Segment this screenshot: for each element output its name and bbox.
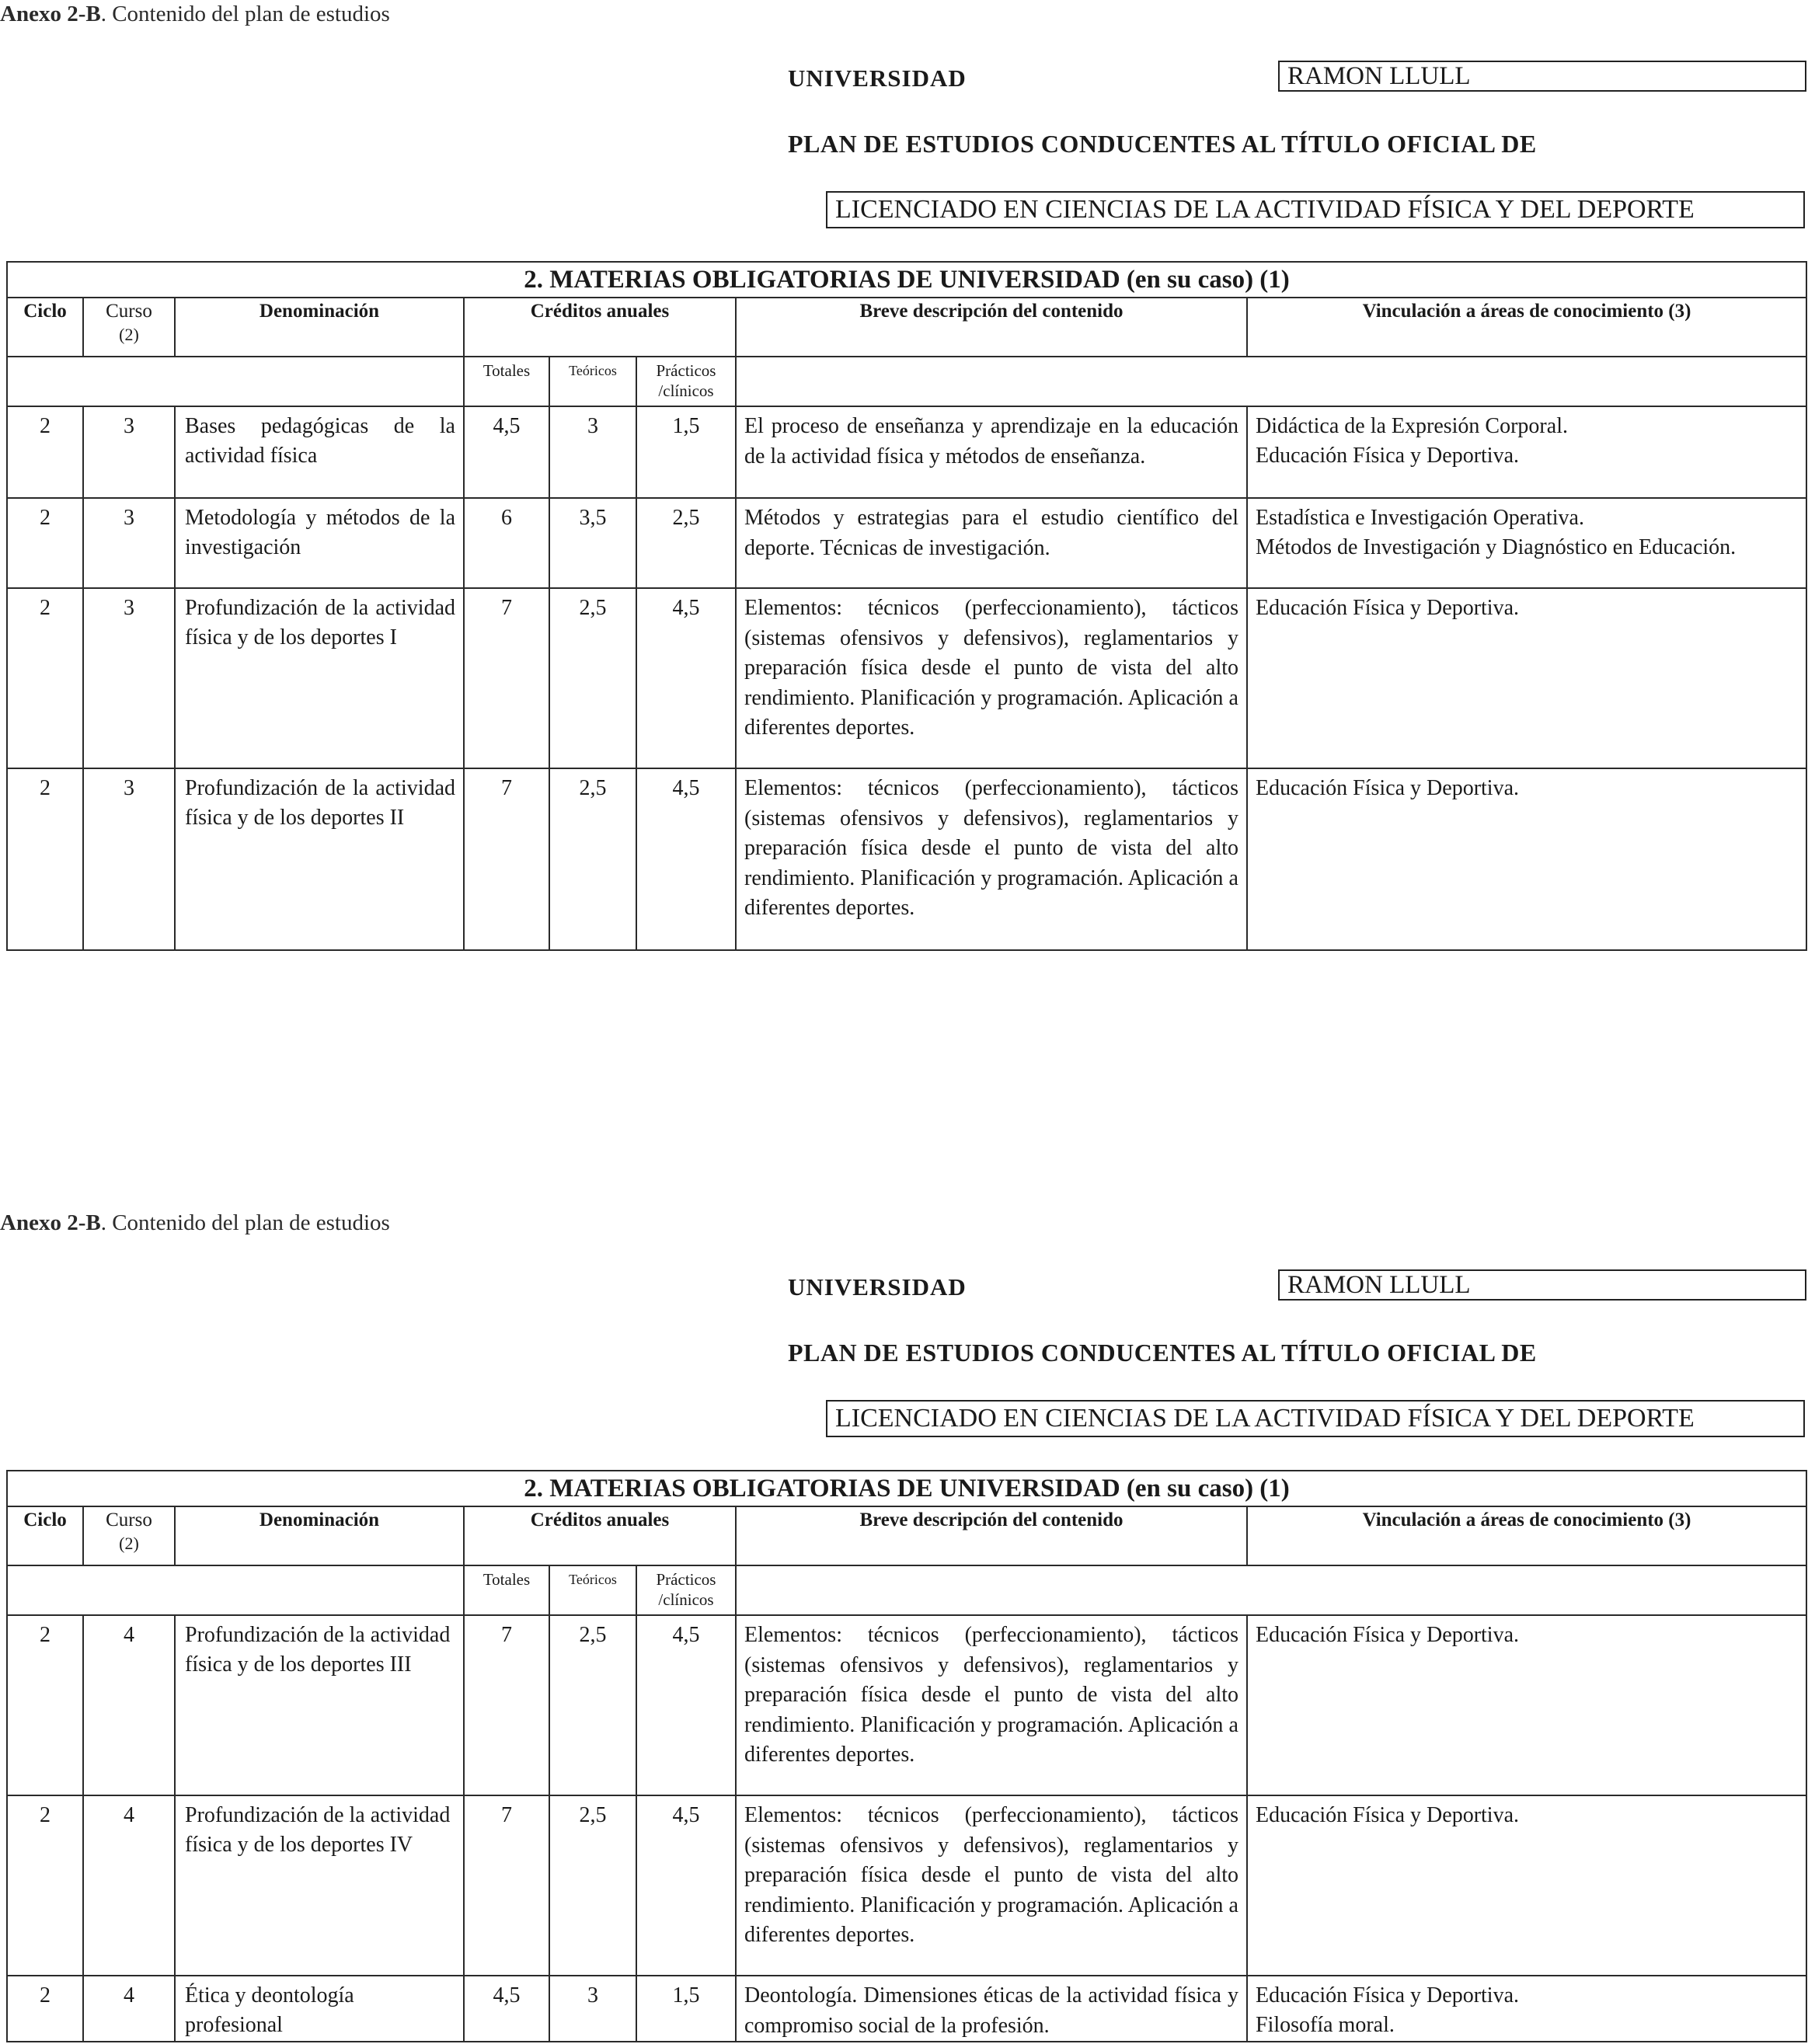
header-blank (7, 357, 464, 406)
header-descripcion: Breve descripción del contenido (736, 1506, 1247, 1565)
areas-cell: Didáctica de la Expresión Corporal. Educación Física y Deportiva. (1247, 406, 1806, 498)
practicos-cell: 4,5 (636, 1615, 736, 1795)
teoricos-cell: 3 (549, 406, 636, 498)
subjects-table (6, 1470, 1807, 2042)
ciclo-cell: 2 (7, 1615, 83, 1795)
ciclo-cell: 2 (7, 1976, 83, 2042)
university-name-box: RAMON LLULL (1278, 61, 1806, 92)
subjects-table (6, 261, 1807, 951)
curso-cell: 4 (83, 1615, 175, 1795)
teoricos-cell: 2,5 (549, 1795, 636, 1976)
areas-cell: Estadística e Investigación Operativa. Métodos de Investigación y Diagnóstico en Educación. (1247, 498, 1806, 588)
totales-cell: 4,5 (464, 1976, 549, 2042)
ciclo-cell: 2 (7, 406, 83, 498)
totales-cell: 7 (464, 588, 549, 768)
table-row (7, 588, 1806, 768)
totales-cell: 7 (464, 1795, 549, 1976)
totales-cell: 7 (464, 1615, 549, 1795)
header-blank (736, 1565, 1806, 1615)
header-totales: Totales (464, 1565, 549, 1615)
areas-cell: Educación Física y Deportiva. (1247, 1795, 1806, 1976)
practicos-cell: 4,5 (636, 768, 736, 950)
degree-box: LICENCIADO EN CIENCIAS DE LA ACTIVIDAD FÍSICA Y DEL DEPORTE (826, 191, 1805, 228)
areas-cell: Educación Física y Deportiva. (1247, 768, 1806, 950)
header-curso: Curso (2) (83, 1506, 175, 1565)
descripcion-cell: Elementos: técnicos (perfeccionamiento), tácticos (sistemas ofensivos y defensivos), reglamentarios y preparación física desde el punto de vista del alto rendimiento. Planificación y programación. Aplicación a diferentes deportes. (736, 588, 1247, 768)
header-vinculacion: Vinculación a áreas de conocimiento (3) (1247, 298, 1806, 357)
denominacion-cell: Profundización de la actividad física y de los deportes IV (175, 1795, 464, 1976)
ciclo-cell: 2 (7, 588, 83, 768)
teoricos-cell: 3,5 (549, 498, 636, 588)
denominacion-cell: Profundización de la actividad física y de los deportes III (175, 1615, 464, 1795)
descripcion-cell: Métodos y estrategias para el estudio científico del deporte. Técnicas de investigación. (736, 498, 1247, 588)
areas-cell: Educación Física y Deportiva. (1247, 588, 1806, 768)
header-denominacion: Denominación (175, 298, 464, 357)
header-creditos: Créditos anuales (464, 298, 736, 357)
teoricos-cell: 2,5 (549, 588, 636, 768)
header-blank (736, 357, 1806, 406)
plan-title: PLAN DE ESTUDIOS CONDUCENTES AL TÍTULO OFICIAL DE (788, 130, 1537, 158)
teoricos-cell: 2,5 (549, 1615, 636, 1795)
header-practicos: Prácticos /clínicos (636, 357, 736, 406)
university-name-box: RAMON LLULL (1278, 1269, 1806, 1301)
curso-cell: 3 (83, 588, 175, 768)
degree-box: LICENCIADO EN CIENCIAS DE LA ACTIVIDAD FÍSICA Y DEL DEPORTE (826, 1400, 1805, 1437)
header-practicos: Prácticos /clínicos (636, 1565, 736, 1615)
header-denominacion: Denominación (175, 1506, 464, 1565)
denominacion-cell: Bases pedagógicas de la actividad física (175, 406, 464, 498)
practicos-cell: 2,5 (636, 498, 736, 588)
table-row (7, 1615, 1806, 1795)
ciclo-cell: 2 (7, 1795, 83, 1976)
areas-cell: Educación Física y Deportiva. (1247, 1615, 1806, 1795)
practicos-cell: 4,5 (636, 1795, 736, 1976)
descripcion-cell: El proceso de enseñanza y aprendizaje en la educación de la actividad física y métodos de enseñanza. (736, 406, 1247, 498)
university-label: UNIVERSIDAD (788, 1273, 967, 1301)
header-descripcion: Breve descripción del contenido (736, 298, 1247, 357)
header-teoricos: Teóricos (549, 1565, 636, 1615)
descripcion-cell: Elementos: técnicos (perfeccionamiento), tácticos (sistemas ofensivos y defensivos), reglamentarios y preparación física desde el punto de vista del alto rendimiento. Planificación y programación. Aplicación a diferentes deportes. (736, 768, 1247, 950)
totales-cell: 4,5 (464, 406, 549, 498)
descripcion-cell: Deontología. Dimensiones éticas de la actividad física y compromiso social de la profesión. (736, 1976, 1247, 2042)
annex-heading: Anexo 2-B. Contenido del plan de estudios (0, 1210, 390, 1235)
plan-title: PLAN DE ESTUDIOS CONDUCENTES AL TÍTULO OFICIAL DE (788, 1339, 1537, 1367)
teoricos-cell: 2,5 (549, 768, 636, 950)
denominacion-cell: Profundización de la actividad física y de los deportes I (175, 588, 464, 768)
curso-cell: 3 (83, 768, 175, 950)
header-teoricos: Teóricos (549, 357, 636, 406)
table-row (7, 498, 1806, 588)
curso-cell: 3 (83, 406, 175, 498)
table-row (7, 1976, 1806, 2042)
annex-heading: Anexo 2-B. Contenido del plan de estudios (0, 2, 390, 26)
denominacion-cell: Profundización de la actividad física y de los deportes II (175, 768, 464, 950)
header-totales: Totales (464, 357, 549, 406)
ciclo-cell: 2 (7, 498, 83, 588)
header-blank (7, 1565, 464, 1615)
ciclo-cell: 2 (7, 768, 83, 950)
curso-cell: 3 (83, 498, 175, 588)
practicos-cell: 1,5 (636, 406, 736, 498)
header-ciclo: Ciclo (7, 1506, 83, 1565)
header-vinculacion: Vinculación a áreas de conocimiento (3) (1247, 1506, 1806, 1565)
teoricos-cell: 3 (549, 1976, 636, 2042)
table-row (7, 406, 1806, 498)
totales-cell: 7 (464, 768, 549, 950)
totales-cell: 6 (464, 498, 549, 588)
denominacion-cell: Metodología y métodos de la investigación (175, 498, 464, 588)
header-creditos: Créditos anuales (464, 1506, 736, 1565)
university-label: UNIVERSIDAD (788, 64, 967, 92)
descripcion-cell: Elementos: técnicos (perfeccionamiento), tácticos (sistemas ofensivos y defensivos), reglamentarios y preparación física desde el punto de vista del alto rendimiento. Planificación y programación. Aplicación a diferentes deportes. (736, 1615, 1247, 1795)
practicos-cell: 4,5 (636, 588, 736, 768)
table-row (7, 1795, 1806, 1976)
header-curso: Curso (2) (83, 298, 175, 357)
descripcion-cell: Elementos: técnicos (perfeccionamiento), tácticos (sistemas ofensivos y defensivos), reglamentarios y preparación física desde el punto de vista del alto rendimiento. Planificación y programación. Aplicación a diferentes deportes. (736, 1795, 1247, 1976)
table-title: 2. MATERIAS OBLIGATORIAS DE UNIVERSIDAD (en su caso) (1) (7, 262, 1806, 298)
table-title: 2. MATERIAS OBLIGATORIAS DE UNIVERSIDAD (en su caso) (1) (7, 1471, 1806, 1506)
curso-cell: 4 (83, 1976, 175, 2042)
table-row (7, 768, 1806, 950)
areas-cell: Educación Física y Deportiva. Filosofía moral. (1247, 1976, 1806, 2042)
curso-cell: 4 (83, 1795, 175, 1976)
denominacion-cell: Ética y deontología profesional (175, 1976, 464, 2042)
practicos-cell: 1,5 (636, 1976, 736, 2042)
header-ciclo: Ciclo (7, 298, 83, 357)
